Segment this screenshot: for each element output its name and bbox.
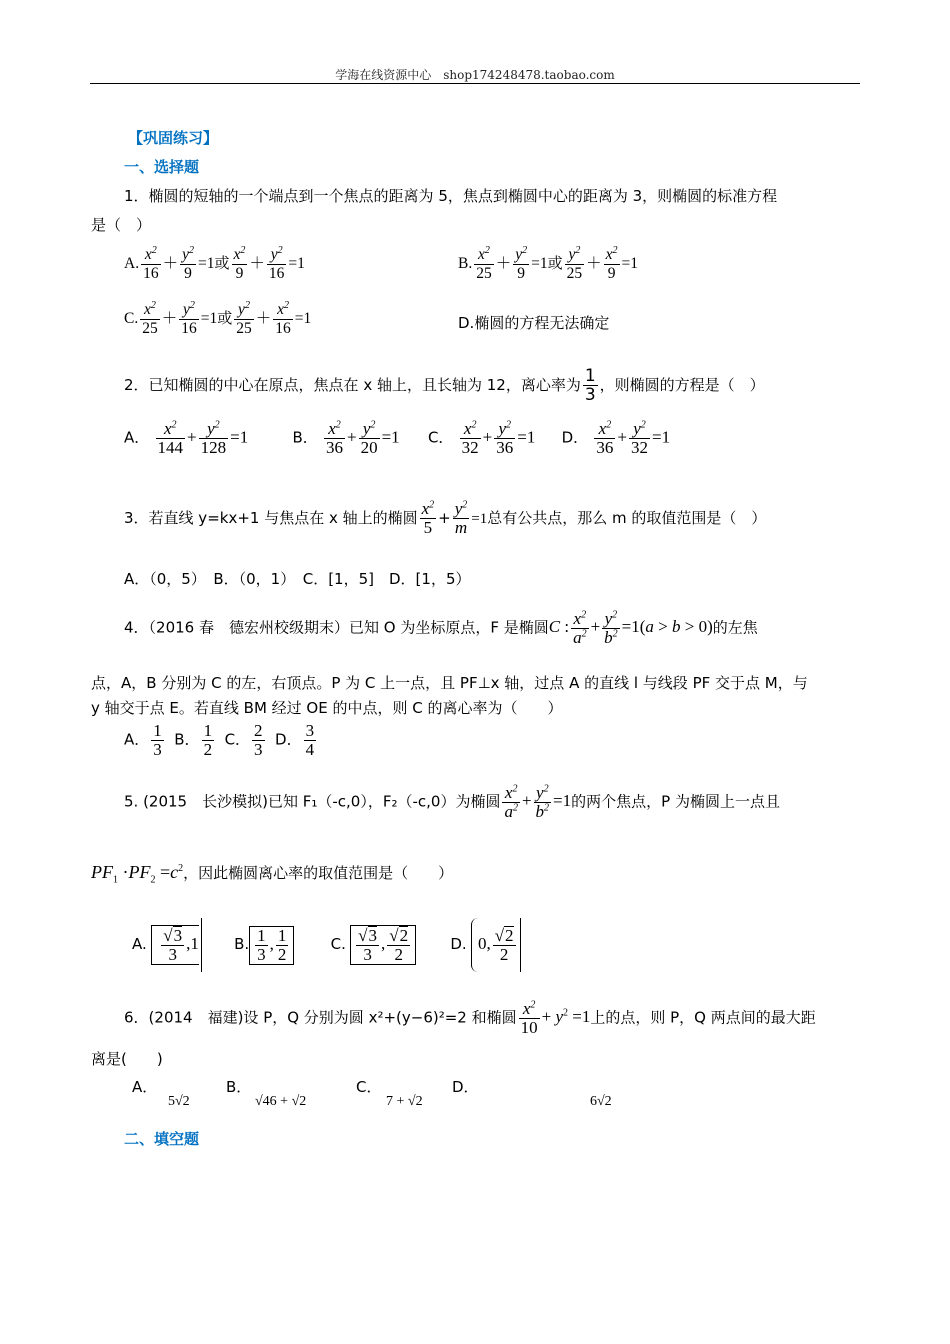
q6-text-main: 6．(2014 福建)设 P，Q 分别为圆 x²+(y−6)²=2 和椭圆 [124,1008,517,1027]
q4-text-end: 的左焦 [712,618,758,637]
q6-answer-a: 5√2 [168,1094,190,1109]
part1-heading: 一、选择题 [124,158,200,176]
header-rule [90,83,860,84]
q3-text: 3．若直线 y=kx+1 与焦点在 x 轴上的椭圆 $\frac{x^2}{5}$ + $\frac{y^2}{m}$ =1总有公共点，那么 m 的取值范围是（ ） [124,499,767,537]
part2-heading: 二、填空题 [124,1130,200,1148]
q6-answer-b: √46 + √2 [255,1094,307,1109]
q1-option-a: A. $\frac{x^2}{16}$ ＋ $\frac{y^2}{9}$ =1或 $\frac{x^2}{9}$ ＋ $\frac{y^2}{16}$ =1 [124,244,305,282]
q6-text-line2: 离是( ) [91,1050,163,1068]
q6-label-c: C． [356,1078,382,1096]
q4-text-line1: 4．（2016 春 德宏州校级期末）已知 O 为坐标原点，F 是椭圆C : $\frac{x^2}{a^2}$ + $\frac{y^2}{b^2}$ =1(a > b > 0)的左焦 [124,609,758,647]
q2-options: A． $\frac{x^2}{144}$ + $\frac{y^2}{128}$ =1 B． $\frac{x^2}{36}$ + $\frac{y^2}{20}$ =1 C． $\frac{x^2}{32}$ + $\frac{y^2}{36}$ =1 D． $\frac{x^2}{36}$ + $\frac{y^2}{32}$ =1 [124,419,671,457]
q5-text-line1: 5. (2015 长沙模拟)已知 F₁（-c,0），F₂（-c,0）为椭圆 $\frac{x^2}{a^2}$ + $\frac{y^2}{b^2}$ =1的两个焦点，P 为椭圆上一点且 [124,783,780,821]
q5-text-main2: ，因此椭圆离心率的取值范围是（ ） [183,864,454,882]
q2-text-main: 2．已知椭圆的中心在原点，焦点在 x 轴上，且长轴为 12，离心率为 [124,376,581,394]
q4-text-line2: 点，A，B 分别为 C 的左，右顶点。P 为 C 上一点，且 PF⊥x 轴，过点 A 的直线 l 与线段 PF 交于点 M，与 [91,674,808,692]
q5-text-end: 的两个焦点，P 为椭圆上一点且 [571,792,780,811]
q1-option-c: C. $\frac{x^2}{25}$ ＋ $\frac{y^2}{16}$ =1或 $\frac{y^2}{25}$ ＋ $\frac{x^2}{16}$ =1 [124,299,312,337]
q6-answer-d: 6√2 [590,1094,612,1109]
q1-text-line1: 1．椭圆的短轴的一个端点到一个焦点的距离为 5，焦点到椭圆中心的距离为 3，则椭圆的标准方程 [124,187,778,205]
q1-c-label: C. [124,310,139,328]
q6-text-line1: 6．(2014 福建)设 P，Q 分别为圆 x²+(y−6)²=2 和椭圆 $\frac{x^2}{10}$ + $y^2 =1$上的点，则 P，Q 两点间的最大距 [124,999,816,1037]
q2-text: 2．已知椭圆的中心在原点，焦点在 x 轴上，且长轴为 12，离心率为 $\frac{1}{3}$ ，则椭圆的方程是（ ） [124,366,765,405]
q6-text-end: 上的点，则 P，Q 两点间的最大距 [590,1008,816,1027]
q3-options: A．（0，5） B．（0，1） C．[1，5] D．[1，5） [124,570,471,588]
q3-text-main: 3．若直线 y=kx+1 与焦点在 x 轴上的椭圆 [124,509,418,527]
q1-option-d: D.椭圆的方程无法确定 [458,314,610,332]
q5-text-line2: $PF_1 \cdot PF_2 =c^2$，因此椭圆离心率的取值范围是（ ） [91,862,454,886]
q4-text-main: 4．（2016 春 德宏州校级期末）已知 O 为坐标原点，F 是椭圆 [124,618,549,637]
q6-label-d: D． [452,1078,479,1096]
q6-label-a: A． [132,1078,158,1096]
q1-option-b: B. $\frac{x^2}{25}$ ＋ $\frac{y^2}{9}$ =1或 $\frac{y^2}{25}$ ＋ $\frac{x^2}{9}$ =1 [458,244,639,282]
q2-text-end: ，则椭圆的方程是（ ） [599,376,765,394]
q1-b-label: B. [458,255,473,273]
q5-text-main: 5. (2015 长沙模拟)已知 F₁（-c,0），F₂（-c,0）为椭圆 [124,792,501,811]
q1-a-label: A. [124,255,140,273]
q3-text-end: 总有公共点，那么 m 的取值范围是（ ） [487,509,767,527]
section-title: 【巩固练习】 [128,129,219,147]
q4-text-line3: y 轴交于点 E。若直线 BM 经过 OE 的中点，则 C 的离心率为（ ） [91,699,563,717]
q1-or: 或 [214,254,230,273]
q1-text-line2: 是（ ） [91,216,152,234]
q4-options: A． $\frac{1}{3}$ B． $\frac{1}{2}$ C． $\frac{2}{3}$ D． $\frac{3}{4}$ [124,721,315,759]
q6-label-b: B． [226,1078,252,1096]
page-header: 学海在线资源中心 shop174248478.taobao.com [335,68,615,82]
q6-answer-c: 7 + √2 [386,1094,423,1109]
q5-options: A. $\frac{√3}{3}$ ,1 B. $\frac{1}{3}$ , $\frac{1}{2}$ C. $\frac{√3}{3}$ , $\frac{√2}{2}$ D. 0, $\frac{√2}{2}$ [132,918,521,972]
